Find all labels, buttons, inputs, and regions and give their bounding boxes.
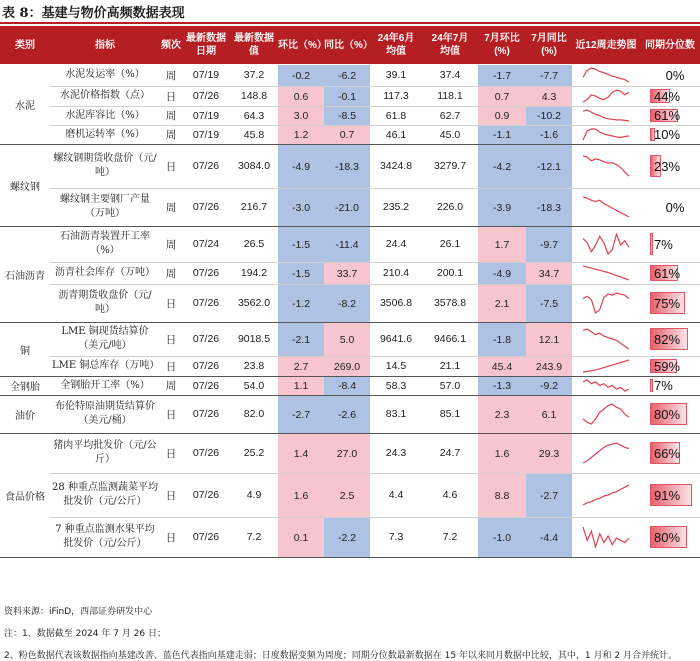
sparkline-path: [583, 129, 629, 140]
indicator-name: 螺纹钢主要钢厂产量（万吨）: [60, 194, 150, 219]
category-label: 螺纹钢: [10, 181, 40, 193]
latest-value-cell: 3562.0: [237, 297, 271, 309]
row-separator: [50, 125, 700, 126]
yoy-cell: -18.3: [324, 145, 370, 188]
percentile-value: 80%: [654, 529, 681, 545]
latest-date-cell: 07/19: [192, 109, 220, 122]
header-mom: 环比（%）: [278, 39, 327, 51]
group-separator: [0, 226, 700, 227]
category-label: 铜: [20, 345, 30, 357]
jun-avg-cell: 61.8: [385, 109, 407, 122]
sparkline-path: [583, 527, 629, 547]
latest-date-cell: 07/26: [192, 297, 220, 309]
jul-avg-cell: 3279.7: [433, 160, 467, 172]
category-label: 全钢胎: [10, 382, 40, 393]
percentile-value: 82%: [654, 331, 681, 347]
row-separator: [50, 86, 700, 87]
sparkline-path: [583, 197, 629, 217]
mom-cell: 0.6: [278, 87, 324, 106]
footnote-note2: 2、粉色数据代表该数据指向基建改善、蓝色代表指向基建走弱；日度数据变频为周度；同期分位数最新数据在 15 年以来同月数据中比较，其中，1 月和 2 月合并统计。: [4, 651, 677, 661]
latest-date-cell: 07/26: [192, 489, 220, 501]
percentile-value: 44%: [654, 88, 681, 104]
jun-avg-cell: 210.4: [382, 267, 410, 279]
jul-mom-cell: 0.7: [478, 87, 526, 106]
jun-avg-cell: 24.4: [385, 238, 407, 250]
latest-value-cell: 54.0: [243, 379, 265, 392]
row-separator: [50, 356, 700, 357]
header-latest-value: 最新数据 值: [234, 33, 274, 57]
jul-mom-cell: 0.9: [478, 107, 526, 125]
indicator-name: 水泥库容比（%）: [65, 109, 145, 121]
latest-value-cell: 216.7: [240, 201, 268, 213]
percentile-value: 0%: [665, 67, 685, 83]
jul-mom-cell: -1.7: [478, 65, 526, 86]
yoy-cell: 0.7: [324, 126, 370, 144]
jun-avg-cell: 3424.8: [379, 160, 413, 172]
sparkline-path: [583, 443, 629, 463]
jun-avg-cell: 235.2: [382, 201, 410, 213]
jul-mom-cell: -4.9: [478, 263, 526, 284]
yoy-cell: 269.0: [324, 357, 370, 376]
jul-mom-cell: -1.1: [478, 126, 526, 144]
freq-cell: 日: [165, 160, 177, 173]
footnote-note1: 注：1、数据截至 2024 年 7 月 26 日；: [4, 629, 166, 639]
percentile-cell: [650, 328, 696, 350]
trend-sparkline: [582, 233, 630, 255]
jul-avg-cell: 57.0: [439, 379, 461, 392]
yoy-cell: -21.0: [324, 189, 370, 226]
sparkline-path: [583, 90, 629, 102]
latest-value-cell: 64.3: [243, 109, 265, 122]
yoy-cell: -8.4: [324, 377, 370, 395]
jul-yoy-cell: -12.1: [526, 145, 572, 188]
mom-cell: -1.2: [278, 285, 324, 322]
trend-sparkline: [582, 292, 630, 314]
yoy-cell: 2.5: [324, 474, 370, 517]
latest-value-cell: 45.8: [243, 128, 265, 141]
jul-mom-cell: -1.3: [478, 377, 526, 395]
group-separator: [0, 557, 700, 558]
latest-date-cell: 07/26: [192, 531, 220, 543]
jul-mom-cell: -1.0: [478, 518, 526, 557]
latest-date-cell: 07/24: [192, 238, 220, 250]
percentile-cell: [650, 403, 696, 425]
jun-avg-cell: 58.3: [385, 379, 407, 392]
latest-date-cell: 07/26: [192, 360, 220, 372]
percentile-value: 0%: [665, 199, 685, 215]
freq-cell: 周: [165, 201, 177, 214]
latest-date-cell: 07/26: [192, 90, 220, 102]
yoy-cell: 5.0: [324, 323, 370, 356]
jun-avg-cell: 117.3: [383, 90, 409, 102]
freq-cell: 周: [165, 238, 177, 251]
freq-cell: 日: [165, 360, 177, 373]
indicator-name: 28 种重点监测蔬菜平均批发价（元/公斤）: [52, 482, 158, 507]
jul-avg-cell: 118.1: [437, 90, 463, 102]
header-jul-mom: 7月环比 (%): [484, 33, 520, 57]
jul-yoy-cell: -1.6: [526, 126, 572, 144]
indicator-name: 水泥发运率（%）: [65, 69, 145, 80]
percentile-value: 61%: [654, 265, 681, 281]
jul-avg-cell: 9466.1: [433, 333, 467, 345]
jul-yoy-cell: -7.7: [526, 65, 572, 86]
jun-avg-cell: 3506.8: [379, 297, 413, 309]
header-jun-avg: 24年6月 均值: [377, 33, 415, 57]
latest-date-cell: 07/26: [192, 333, 220, 345]
trend-sparkline: [582, 442, 630, 464]
jun-avg-cell: 39.1: [385, 69, 407, 81]
group-separator: [0, 376, 700, 377]
sparkline-path: [583, 380, 629, 391]
percentile-cell: [650, 484, 696, 506]
header-category: 类别: [15, 39, 35, 51]
freq-cell: 周: [165, 380, 177, 392]
percentile-cell: [650, 526, 696, 548]
freq-cell: 日: [165, 531, 177, 544]
percentile-value: 91%: [654, 487, 681, 503]
jul-yoy-cell: -7.5: [526, 285, 572, 322]
sparkline-path: [583, 234, 629, 254]
row-separator: [50, 284, 700, 285]
freq-cell: 日: [165, 297, 177, 310]
latest-value-cell: 82.0: [243, 408, 265, 420]
indicator-name: 石油沥青装置开工率（%）: [60, 231, 150, 256]
row-separator: [50, 262, 700, 263]
mom-cell: -1.5: [278, 263, 324, 284]
percentile-value: 10%: [654, 127, 681, 142]
row-separator: [50, 188, 700, 189]
yoy-cell: -8.5: [324, 107, 370, 125]
mom-cell: -0.2: [278, 65, 324, 86]
mom-cell: 1.6: [278, 474, 324, 517]
jul-yoy-cell: -4.4: [526, 518, 572, 557]
latest-date-cell: 07/26: [192, 160, 220, 172]
indicator-name: 全钢胎开工率（%）: [60, 379, 150, 391]
jun-avg-cell: 24.3: [385, 447, 407, 459]
latest-value-cell: 3084.0: [237, 160, 271, 172]
latest-value-cell: 9018.5: [237, 333, 271, 345]
percentile-value: 59%: [654, 358, 681, 374]
percentile-value: 23%: [654, 158, 681, 174]
indicator-name: 沥青期货收盘价（元/吨）: [58, 290, 152, 315]
jul-avg-cell: 26.1: [439, 238, 461, 250]
latest-date-cell: 07/26: [192, 201, 220, 213]
yoy-cell: -11.4: [324, 227, 370, 262]
jul-mom-cell: 2.3: [478, 396, 526, 433]
jul-avg-cell: 7.2: [442, 531, 458, 543]
latest-value-cell: 148.8: [240, 90, 268, 102]
jul-mom-cell: 8.8: [478, 474, 526, 517]
yoy-cell: -6.2: [324, 65, 370, 86]
trend-sparkline: [582, 89, 630, 103]
row-separator: [50, 517, 700, 518]
jul-avg-cell: 85.1: [439, 408, 461, 420]
jul-yoy-cell: -2.7: [526, 474, 572, 517]
header-latest-date: 最新数据 日期: [186, 33, 226, 57]
latest-value-cell: 7.2: [246, 531, 262, 543]
latest-value-cell: 23.8: [243, 360, 265, 372]
jul-avg-cell: 4.6: [442, 489, 458, 501]
trend-sparkline: [582, 484, 630, 506]
sparkline-path: [583, 266, 629, 280]
jul-yoy-cell: 4.3: [526, 87, 572, 106]
jul-mom-cell: 2.1: [478, 285, 526, 322]
yoy-cell: -8.2: [324, 285, 370, 322]
percentile-cell: [650, 233, 696, 255]
percentile-cell: [650, 109, 696, 122]
percentile-cell: [650, 196, 696, 218]
latest-value-cell: 37.2: [243, 69, 265, 81]
jul-yoy-cell: -9.2: [526, 377, 572, 395]
jul-mom-cell: -4.2: [478, 145, 526, 188]
jul-yoy-cell: -18.3: [526, 189, 572, 226]
row-separator: [50, 473, 700, 474]
jun-avg-cell: 7.3: [388, 531, 404, 543]
jun-avg-cell: 46.1: [385, 128, 407, 141]
jul-avg-cell: 37.4: [439, 69, 461, 81]
sparkline-path: [583, 293, 629, 313]
mom-cell: 0.1: [278, 518, 324, 557]
freq-cell: 日: [165, 408, 177, 421]
mom-cell: -1.5: [278, 227, 324, 262]
trend-sparkline: [582, 265, 630, 281]
indicator-name: 水泥价格指数（点）: [60, 90, 150, 101]
mom-cell: 2.7: [278, 357, 324, 376]
freq-cell: 日: [165, 333, 177, 346]
jul-mom-cell: 45.4: [478, 357, 526, 376]
header-jul-yoy: 7月同比 (%): [531, 33, 567, 57]
percentile-cell: [650, 128, 696, 141]
group-separator: [0, 144, 700, 145]
indicator-name: 猪肉平均批发价（元/公斤）: [53, 440, 157, 465]
mom-cell: 3.0: [278, 107, 324, 125]
sparkline-path: [583, 485, 629, 505]
latest-date-cell: 07/26: [192, 379, 220, 392]
trend-sparkline: [582, 155, 630, 177]
trend-sparkline: [582, 196, 630, 218]
category-label: 食品价格: [5, 491, 45, 503]
latest-date-cell: 07/19: [192, 69, 220, 81]
group-separator: [0, 433, 700, 434]
indicator-name: 螺纹钢期货收盘价（元/吨）: [53, 153, 157, 178]
percentile-value: 66%: [654, 445, 681, 461]
indicator-name: 7 种重点监测水果平均批发价（元/公斤）: [55, 524, 155, 549]
jul-mom-cell: 1.6: [478, 434, 526, 473]
jul-yoy-cell: 243.9: [526, 357, 572, 376]
mom-cell: -2.1: [278, 323, 324, 356]
percentile-value: 7%: [654, 378, 673, 393]
trend-sparkline: [582, 109, 630, 122]
mom-cell: -3.0: [278, 189, 324, 226]
jul-yoy-cell: 34.7: [526, 263, 572, 284]
sparkline-path: [583, 110, 629, 121]
data-table: [0, 26, 700, 596]
jul-avg-cell: 226.0: [436, 201, 464, 213]
row-separator: [50, 106, 700, 107]
title-rule: [0, 22, 700, 24]
indicator-name: 布伦特原油期货结算价（美元/桶）: [55, 401, 155, 426]
jun-avg-cell: 4.4: [388, 489, 404, 501]
percentile-cell: [650, 379, 696, 392]
indicator-name: 磨机运转率（%）: [65, 128, 145, 140]
footnote-source: 资料来源：iFinD，西部证券研发中心: [4, 607, 153, 617]
yoy-cell: 33.7: [324, 263, 370, 284]
trend-sparkline: [582, 67, 630, 83]
header-jul-avg: 24年7月 均值: [431, 33, 469, 57]
yoy-cell: 27.0: [324, 434, 370, 473]
mom-cell: 1.4: [278, 434, 324, 473]
trend-sparkline: [582, 403, 630, 425]
trend-sparkline: [582, 328, 630, 350]
freq-cell: 周: [165, 110, 177, 122]
freq-cell: 日: [165, 447, 177, 460]
latest-date-cell: 07/19: [192, 128, 220, 141]
jul-avg-cell: 3578.8: [433, 297, 467, 309]
jul-avg-cell: 24.7: [439, 447, 461, 459]
jul-yoy-cell: -9.7: [526, 227, 572, 262]
percentile-cell: [650, 442, 696, 464]
jul-mom-cell: 1.7: [478, 227, 526, 262]
jul-avg-cell: 45.0: [439, 128, 461, 141]
sparkline-path: [583, 68, 629, 82]
indicator-name: LME 铜总库存（万吨）: [52, 360, 160, 371]
category-label: 石油沥青: [5, 270, 45, 282]
latest-value-cell: 26.5: [243, 238, 265, 250]
header-yoy: 同比（%）: [324, 39, 373, 51]
header-freq: 频次: [161, 39, 181, 51]
latest-date-cell: 07/26: [192, 267, 220, 279]
header-pct: 同期分位数: [645, 39, 695, 51]
jul-mom-cell: -3.9: [478, 189, 526, 226]
mom-cell: 1.2: [278, 126, 324, 144]
sparkline-path: [583, 329, 629, 349]
jul-yoy-cell: -10.2: [526, 107, 572, 125]
indicator-name: LME 铜现货结算价（美元/吨）: [61, 326, 149, 351]
jun-avg-cell: 9641.6: [379, 333, 413, 345]
mom-cell: 1.1: [278, 377, 324, 395]
group-separator: [0, 322, 700, 323]
latest-value-cell: 194.2: [240, 267, 268, 279]
jul-yoy-cell: 12.1: [526, 323, 572, 356]
jul-mom-cell: -1.8: [478, 323, 526, 356]
group-separator: [0, 395, 700, 396]
category-label: 水泥: [15, 100, 35, 112]
sparkline-path: [583, 360, 629, 372]
latest-date-cell: 07/26: [192, 447, 220, 459]
mom-cell: -4.9: [278, 145, 324, 188]
percentile-value: 80%: [654, 406, 681, 422]
latest-date-cell: 07/26: [192, 408, 220, 420]
percentile-cell: [650, 89, 696, 103]
sparkline-path: [583, 404, 629, 424]
trend-sparkline: [582, 526, 630, 548]
table-header: [0, 26, 700, 64]
jun-avg-cell: 14.5: [385, 360, 407, 372]
jul-yoy-cell: 6.1: [526, 396, 572, 433]
jul-avg-cell: 200.1: [436, 267, 464, 279]
header-trend: 近12周走势图: [575, 39, 637, 51]
page-title: 表 8：基建与物价高频数据表现: [2, 6, 185, 21]
mom-cell: -2.7: [278, 396, 324, 433]
latest-value-cell: 25.2: [243, 447, 265, 459]
freq-cell: 日: [165, 489, 177, 502]
indicator-name: 沥青社会库存（万吨）: [55, 267, 155, 278]
percentile-cell: [650, 155, 696, 177]
latest-value-cell: 4.9: [246, 489, 262, 501]
freq-cell: 日: [165, 90, 177, 103]
jul-avg-cell: 21.1: [439, 360, 461, 372]
percentile-cell: [650, 67, 696, 83]
trend-sparkline: [582, 379, 630, 392]
percentile-value: 75%: [654, 295, 681, 311]
percentile-cell: [650, 359, 696, 373]
yoy-cell: -2.2: [324, 518, 370, 557]
percentile-cell: [650, 292, 696, 314]
percentile-value: 7%: [654, 236, 673, 252]
percentile-cell: [650, 265, 696, 281]
yoy-cell: -2.6: [324, 396, 370, 433]
percentile-value: 61%: [654, 108, 681, 123]
freq-cell: 周: [165, 69, 177, 82]
category-label: 油价: [15, 410, 35, 422]
sparkline-path: [583, 156, 629, 176]
jul-yoy-cell: 29.3: [526, 434, 572, 473]
trend-sparkline: [582, 359, 630, 373]
jul-avg-cell: 62.7: [439, 109, 461, 122]
freq-cell: 周: [165, 267, 177, 280]
jun-avg-cell: 83.1: [385, 408, 407, 420]
freq-cell: 周: [165, 129, 177, 141]
header-indicator: 指标: [95, 39, 115, 51]
yoy-cell: -0.1: [324, 87, 370, 106]
trend-sparkline: [582, 128, 630, 141]
